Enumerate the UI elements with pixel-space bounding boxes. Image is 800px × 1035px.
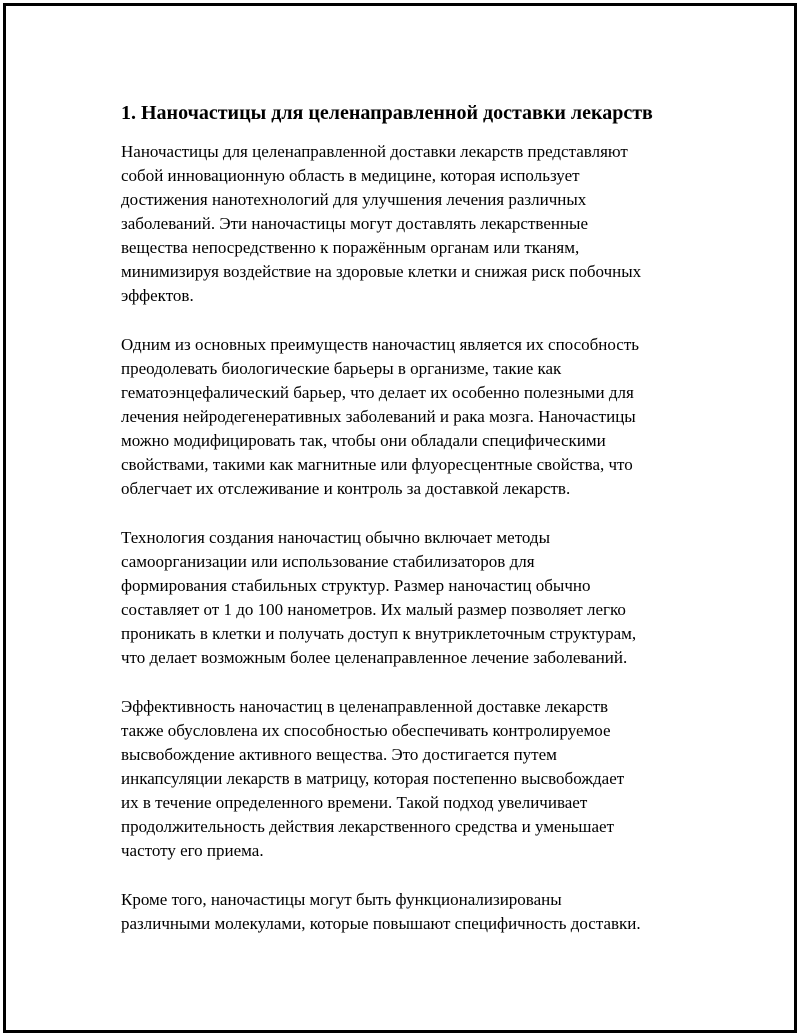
paragraph-technology: Технология создания наночастиц обычно включает методы самоорганизации или использование стабилизаторов для формирования стабильных структур. Размер наночастиц обычно составляет от 1 до 100 нанометров. Их малый размер позволяет легко проникать в клетки и получать доступ к внутриклеточным структурам, что делает возможным более целенаправленное лечение заболеваний. bbox=[121, 528, 637, 667]
section-heading: 1. Наночастицы для целенаправленной доставки лекарств bbox=[121, 102, 653, 124]
document-body bbox=[121, 96, 706, 961]
paragraph-efficiency: Эффективность наночастиц в целенаправленной доставке лекарств также обусловлена их способностью обеспечивать контролируемое высвобождение активного вещества. Это достигается путем инкапсуляции лекарств в матрицу, которая постепенно высвобождает их в течение определенного времени. Такой подход увеличивает продолжительность действия лекарственного средства и уменьшает частоту его приема. bbox=[121, 697, 625, 860]
paragraph-intro: Наночастицы для целенаправленной доставки лекарств представляют собой инновационную область в медицине, которая использует достижения нанотехнологий для улучшения лечения различных заболеваний. Эти наночастицы могут доставлять лекарственные вещества непосредственно к поражённым органам или тканям, минимизируя воздействие на здоровые клетки и снижая риск побочных эффектов. bbox=[121, 142, 642, 305]
page-frame bbox=[3, 3, 797, 1033]
paragraph-functionalization: Кроме того, наночастицы могут быть функционализированы различными молекулами, которые повышают специфичность доставки. bbox=[121, 890, 641, 933]
paragraph-advantages: Одним из основных преимуществ наночастиц является их способность преодолевать биологические барьеры в организме, такие как гематоэнцефалический барьер, что делает их особенно полезными для лечения нейродегенеративных заболеваний и рака мозга. Наночастицы можно модифицировать так, чтобы они обладали специфическими свойствами, такими как магнитные или флуоресцентные свойства, что облегчает их отслеживание и контроль за доставкой лекарств. bbox=[121, 335, 640, 498]
